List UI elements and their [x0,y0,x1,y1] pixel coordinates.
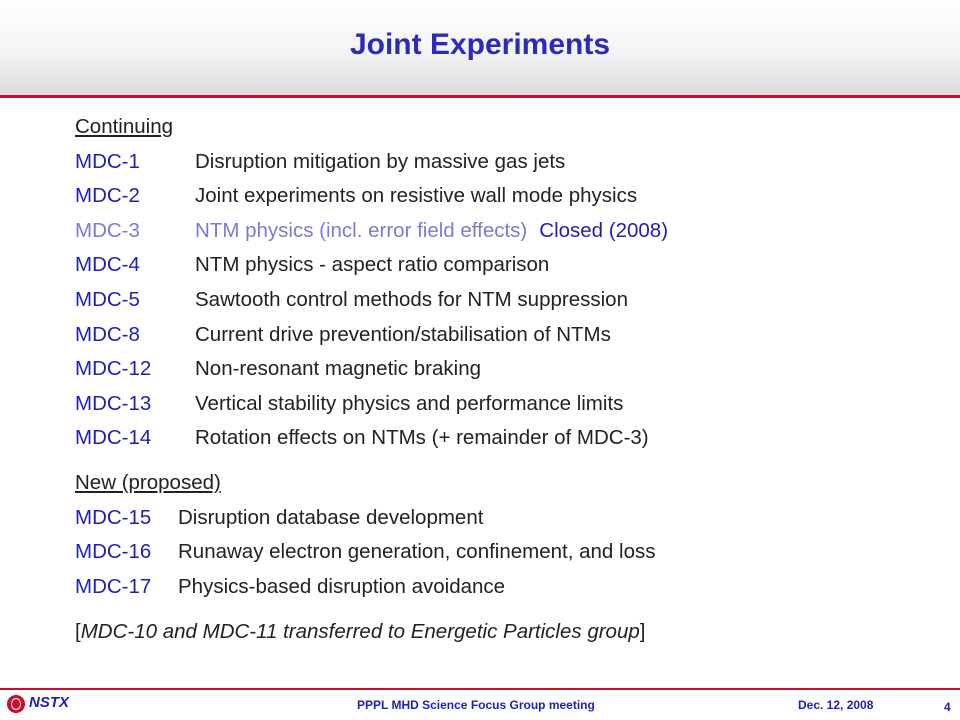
section-spacer [75,604,935,614]
item-description: Runaway electron generation, confinement, and loss [178,540,656,564]
list-item [75,501,935,536]
item-code: MDC-8 [75,322,140,346]
list-item [75,179,935,214]
meeting-date: Dec. 12, 2008 [798,698,874,712]
nstx-logo-icon [7,695,25,713]
list-item [75,352,935,387]
continuing-heading: Continuing [75,115,174,138]
item-code: MDC-3 [75,218,140,242]
section-spacer [75,456,935,466]
list-item [75,421,935,456]
item-code: MDC-15 [75,505,152,529]
slide-title: Joint Experiments [349,28,611,61]
item-description: Sawtooth control methods for NTM suppression [195,287,628,311]
item-description: Vertical stability physics and performance limits [195,391,624,415]
item-description: Non-resonant magnetic braking [195,357,482,381]
footer-divider [0,688,960,690]
transfer-note-text: MDC-10 and MDC-11 transferred to Energetic Particles group [80,620,640,644]
item-code: MDC-4 [75,253,140,277]
item-code: MDC-14 [75,426,152,450]
list-item [75,248,935,283]
item-description-wrapper [195,214,668,249]
item-description: NTM physics (incl. error field effects) [195,218,528,242]
list-item [75,535,935,570]
transfer-note: [MDC-10 and MDC-11 transferred to Energetic Particles group] [75,620,646,644]
item-code: MDC-12 [75,357,152,381]
item-description: Rotation effects on NTMs (+ remainder of MDC-3) [195,426,649,450]
item-code: MDC-5 [75,287,140,311]
list-item [75,145,935,180]
list-item-closed [75,214,935,249]
item-description: NTM physics - aspect ratio comparison [195,253,550,277]
item-description: Disruption mitigation by massive gas jets [195,149,566,173]
list-item [75,387,935,422]
page-number: 4 [944,700,951,714]
item-code: MDC-17 [75,574,152,598]
item-description: Disruption database development [178,505,484,529]
meeting-name: PPPL MHD Science Focus Group meeting [357,698,595,712]
new-heading: New (proposed) [75,470,221,494]
item-description: Physics-based disruption avoidance [178,574,506,598]
list-item [75,570,935,605]
item-description: Joint experiments on resistive wall mode physics [195,184,638,208]
item-code: MDC-16 [75,540,152,564]
item-description: Current drive prevention/stabilisation of NTMs [195,322,611,346]
list-item [75,283,935,318]
item-code: MDC-13 [75,391,152,415]
item-code: MDC-1 [75,149,140,173]
list-item [75,318,935,353]
slide-body [75,110,935,650]
item-code: MDC-2 [75,184,140,208]
closed-note: Closed (2008) [539,218,669,242]
nstx-logo-text: NSTX [29,694,70,711]
header-divider [0,95,960,98]
